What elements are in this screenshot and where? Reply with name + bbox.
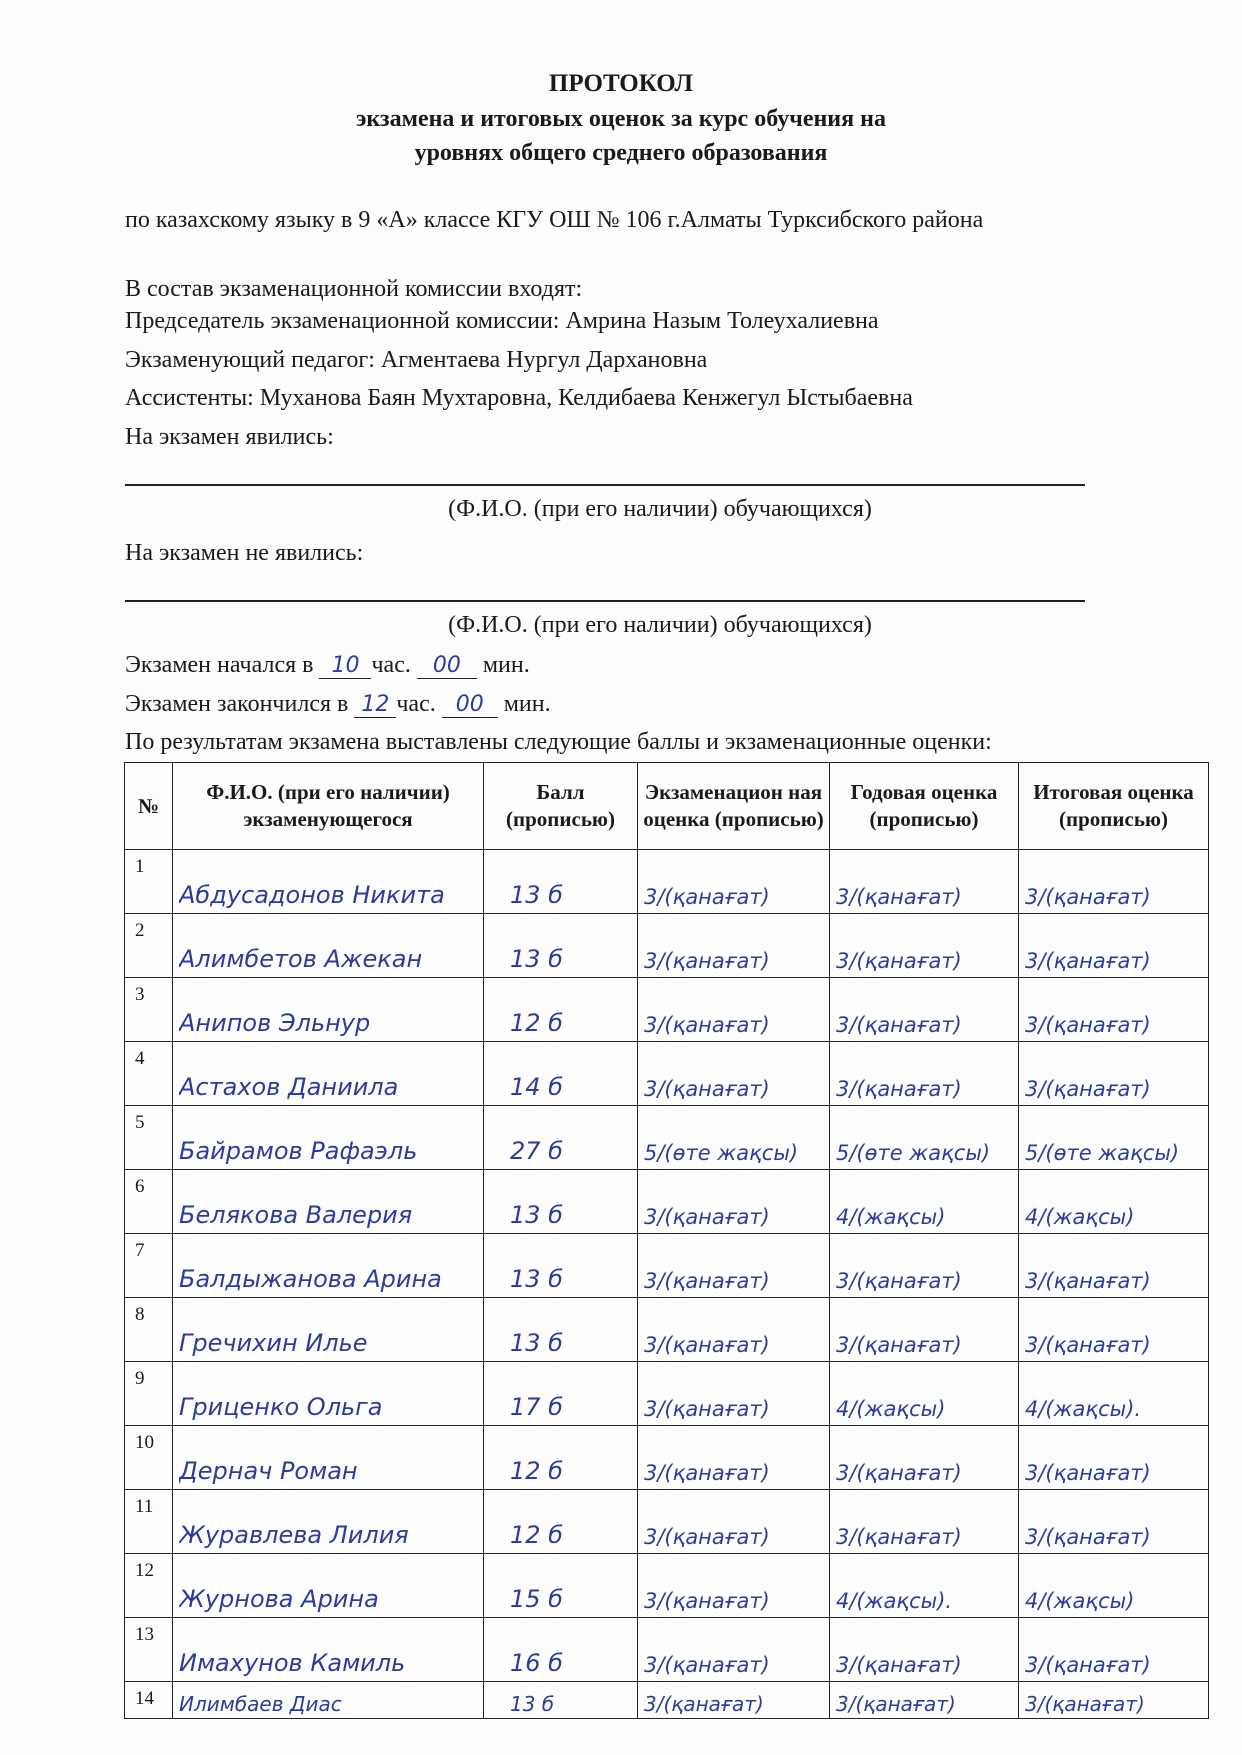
student-name: Алимбетов Ажекан xyxy=(179,945,423,973)
exam-grade: 3/(қанағат) xyxy=(644,1013,770,1037)
year-grade-cell xyxy=(830,978,1019,1042)
row-number-cell: 5 xyxy=(125,1106,173,1170)
student-name: Журавлева Лилия xyxy=(179,1521,409,1549)
final-grade-cell xyxy=(1019,1490,1209,1554)
final-grade: 3/(қанағат) xyxy=(1025,1013,1151,1037)
present-caption: (Ф.И.О. (при его наличии) обучающихся) xyxy=(448,496,872,522)
student-name-cell xyxy=(173,1554,484,1618)
student-name-cell xyxy=(173,850,484,914)
exam-start-prefix: Экзамен начался в xyxy=(125,652,314,678)
exam-end-hour: 12 xyxy=(354,692,396,718)
exam-grade-cell xyxy=(638,1618,830,1682)
student-score-cell xyxy=(484,1682,638,1719)
student-score: 12 б xyxy=(510,1009,563,1037)
exam-grade: 3/(қанағат) xyxy=(644,1397,770,1421)
table-row xyxy=(125,1362,1209,1426)
table-header-row xyxy=(125,763,1209,850)
student-name: Астахов Даниила xyxy=(179,1073,399,1101)
exam-end-prefix: Экзамен закончился в xyxy=(125,691,349,717)
year-grade-cell xyxy=(830,1170,1019,1234)
absent-caption: (Ф.И.О. (при его наличии) обучающихся) xyxy=(448,612,872,638)
year-grade: 4/(жақсы) xyxy=(836,1397,946,1421)
student-name: Белякова Валерия xyxy=(179,1201,413,1229)
row-number-cell: 4 xyxy=(125,1042,173,1106)
hour-label: час. xyxy=(371,652,411,678)
year-grade: 3/(қанағат) xyxy=(836,1333,962,1357)
student-score: 13 б xyxy=(510,881,563,909)
present-label: На экзамен явились: xyxy=(125,424,334,450)
student-name-cell xyxy=(173,1618,484,1682)
student-name-cell xyxy=(173,1234,484,1298)
row-number-cell: 10 xyxy=(125,1426,173,1490)
final-grade: 3/(қанағат) xyxy=(1025,885,1151,909)
exam-grade: 3/(қанағат) xyxy=(644,1333,770,1357)
exam-grade-cell xyxy=(638,1234,830,1298)
student-score-cell xyxy=(484,1170,638,1234)
year-grade-cell xyxy=(830,1490,1019,1554)
header-year-grade: Годовая оценка (прописью) xyxy=(830,763,1019,850)
table-row xyxy=(125,1682,1209,1719)
student-name: Дернач Роман xyxy=(179,1457,358,1485)
final-grade-cell xyxy=(1019,1298,1209,1362)
student-score-cell xyxy=(484,1298,638,1362)
year-grade: 3/(қанағат) xyxy=(836,1013,962,1037)
student-score-cell xyxy=(484,1554,638,1618)
student-score: 12 б xyxy=(510,1521,563,1549)
table-row xyxy=(125,1298,1209,1362)
table-row xyxy=(125,914,1209,978)
student-name: Анипов Эльнур xyxy=(179,1009,371,1037)
year-grade-cell xyxy=(830,1426,1019,1490)
table-row xyxy=(125,978,1209,1042)
exam-grade: 3/(қанағат) xyxy=(644,949,770,973)
final-grade-cell xyxy=(1019,1042,1209,1106)
year-grade: 3/(қанағат) xyxy=(836,1525,962,1549)
exam-start-line xyxy=(125,652,530,679)
student-name-cell xyxy=(173,914,484,978)
final-grade: 3/(қанағат) xyxy=(1025,1077,1151,1101)
student-name: Илимбаев Диас xyxy=(179,1692,342,1716)
absent-label: На экзамен не явились: xyxy=(125,540,364,566)
exam-end-minute: 00 xyxy=(442,692,498,718)
header-final-grade: Итоговая оценка (прописью) xyxy=(1019,763,1209,850)
student-name-cell xyxy=(173,1362,484,1426)
year-grade: 3/(қанағат) xyxy=(836,1077,962,1101)
commission-examiner: Экзаменующий педагог: Агментаева Нургул Дархановна xyxy=(125,347,708,373)
exam-grade-cell xyxy=(638,1362,830,1426)
document-subtitle-1: экзамена и итоговых оценок за курс обучения на xyxy=(356,106,886,132)
final-grade: 5/(өте жақсы) xyxy=(1025,1141,1180,1165)
commission-assistants: Ассистенты: Муханова Баян Мухтаровна, Келдибаева Кенжегул Ыстыбаевна xyxy=(125,385,913,411)
final-grade-cell xyxy=(1019,1554,1209,1618)
year-grade-cell xyxy=(830,1234,1019,1298)
exam-start-hour: 10 xyxy=(319,653,371,679)
final-grade: 3/(қанағат) xyxy=(1025,1333,1151,1357)
student-score: 13 б xyxy=(510,1692,555,1716)
exam-grade: 3/(қанағат) xyxy=(644,885,770,909)
student-name: Абдусадонов Никита xyxy=(179,881,445,909)
student-name-cell xyxy=(173,1106,484,1170)
exam-grade-cell xyxy=(638,1298,830,1362)
final-grade: 3/(қанағат) xyxy=(1025,1692,1145,1716)
table-row xyxy=(125,1042,1209,1106)
exam-grade-cell xyxy=(638,850,830,914)
student-name: Балдыжанова Арина xyxy=(179,1265,442,1293)
table-row xyxy=(125,1618,1209,1682)
final-grade-cell xyxy=(1019,1362,1209,1426)
results-intro: По результатам экзамена выставлены следующие баллы и экзаменационные оценки: xyxy=(125,729,992,755)
student-name-cell xyxy=(173,1042,484,1106)
student-name-cell xyxy=(173,1490,484,1554)
exam-grade-cell xyxy=(638,978,830,1042)
final-grade-cell xyxy=(1019,1106,1209,1170)
year-grade-cell xyxy=(830,1042,1019,1106)
final-grade: 4/(жақсы). xyxy=(1025,1397,1142,1421)
student-score: 12 б xyxy=(510,1457,563,1485)
final-grade-cell xyxy=(1019,1170,1209,1234)
final-grade-cell xyxy=(1019,978,1209,1042)
row-number-cell: 3 xyxy=(125,978,173,1042)
row-number-cell: 9 xyxy=(125,1362,173,1426)
student-score-cell xyxy=(484,1106,638,1170)
exam-grade: 3/(қанағат) xyxy=(644,1692,764,1716)
exam-grade-cell xyxy=(638,1554,830,1618)
year-grade-cell xyxy=(830,1298,1019,1362)
exam-end-line xyxy=(125,691,551,718)
year-grade-cell xyxy=(830,1682,1019,1719)
row-number-cell: 7 xyxy=(125,1234,173,1298)
results-table xyxy=(124,762,1209,1719)
student-name-cell xyxy=(173,978,484,1042)
absent-students-line xyxy=(125,600,1085,602)
exam-grade-cell xyxy=(638,1170,830,1234)
table-row xyxy=(125,1426,1209,1490)
exam-grade: 3/(қанағат) xyxy=(644,1269,770,1293)
final-grade: 3/(қанағат) xyxy=(1025,1525,1151,1549)
year-grade: 5/(өте жақсы) xyxy=(836,1141,991,1165)
student-score-cell xyxy=(484,1490,638,1554)
year-grade: 3/(қанағат) xyxy=(836,949,962,973)
student-score-cell xyxy=(484,1618,638,1682)
table-row xyxy=(125,1170,1209,1234)
exam-grade-cell xyxy=(638,1106,830,1170)
final-grade: 3/(қанағат) xyxy=(1025,1653,1151,1677)
minute-label: мин. xyxy=(482,652,530,678)
student-name: Имахунов Камиль xyxy=(179,1649,406,1677)
final-grade: 4/(жақсы) xyxy=(1025,1589,1135,1613)
commission-intro: В состав экзаменационной комиссии входят: xyxy=(125,276,583,302)
exam-grade: 5/(өте жақсы) xyxy=(644,1141,799,1165)
present-students-line xyxy=(125,484,1085,486)
row-number-cell: 1 xyxy=(125,850,173,914)
final-grade: 4/(жақсы) xyxy=(1025,1205,1135,1229)
exam-grade-cell xyxy=(638,1490,830,1554)
student-score-cell xyxy=(484,1234,638,1298)
row-number-cell: 14 xyxy=(125,1682,173,1719)
final-grade: 3/(қанағат) xyxy=(1025,1269,1151,1293)
student-name-cell xyxy=(173,1426,484,1490)
table-row xyxy=(125,1234,1209,1298)
final-grade-cell xyxy=(1019,1234,1209,1298)
student-score: 16 б xyxy=(510,1649,563,1677)
student-name: Гриценко Ольга xyxy=(179,1393,383,1421)
exam-grade: 3/(қанағат) xyxy=(644,1205,770,1229)
row-number-cell: 12 xyxy=(125,1554,173,1618)
year-grade-cell xyxy=(830,1362,1019,1426)
year-grade-cell xyxy=(830,1106,1019,1170)
subject-line: по казахскому языку в 9 «А» классе КГУ ОШ № 106 г.Алматы Турксибского района xyxy=(125,207,984,233)
table-row xyxy=(125,1106,1209,1170)
student-score-cell xyxy=(484,1362,638,1426)
document-title: ПРОТОКОЛ xyxy=(548,70,694,97)
student-score: 13 б xyxy=(510,1329,563,1357)
student-score: 17 б xyxy=(510,1393,563,1421)
year-grade: 3/(қанағат) xyxy=(836,1461,962,1485)
student-name-cell xyxy=(173,1170,484,1234)
row-number-cell: 11 xyxy=(125,1490,173,1554)
document-subtitle-2: уровнях общего среднего образования xyxy=(414,140,828,166)
year-grade: 3/(қанағат) xyxy=(836,1692,956,1716)
student-score: 27 б xyxy=(510,1137,563,1165)
row-number-cell: 13 xyxy=(125,1618,173,1682)
final-grade-cell xyxy=(1019,1618,1209,1682)
year-grade: 3/(қанағат) xyxy=(836,1653,962,1677)
student-score: 13 б xyxy=(510,1265,563,1293)
year-grade: 3/(қанағат) xyxy=(836,1269,962,1293)
student-score-cell xyxy=(484,914,638,978)
student-name-cell xyxy=(173,1298,484,1362)
exam-grade: 3/(қанағат) xyxy=(644,1525,770,1549)
row-number-cell: 2 xyxy=(125,914,173,978)
exam-grade: 3/(қанағат) xyxy=(644,1077,770,1101)
student-score: 13 б xyxy=(510,945,563,973)
student-score-cell xyxy=(484,850,638,914)
year-grade-cell xyxy=(830,914,1019,978)
final-grade-cell xyxy=(1019,1682,1209,1719)
exam-grade-cell xyxy=(638,1682,830,1719)
student-name: Байрамов Рафаэль xyxy=(179,1137,418,1165)
final-grade-cell xyxy=(1019,850,1209,914)
exam-grade-cell xyxy=(638,1042,830,1106)
minute-label: мин. xyxy=(503,691,551,717)
table-row xyxy=(125,1554,1209,1618)
exam-grade: 3/(қанағат) xyxy=(644,1461,770,1485)
final-grade: 3/(қанағат) xyxy=(1025,949,1151,973)
final-grade-cell xyxy=(1019,914,1209,978)
table-row xyxy=(125,850,1209,914)
year-grade-cell xyxy=(830,850,1019,914)
row-number-cell: 6 xyxy=(125,1170,173,1234)
final-grade-cell xyxy=(1019,1426,1209,1490)
student-score: 15 б xyxy=(510,1585,563,1613)
year-grade-cell xyxy=(830,1618,1019,1682)
header-score: Балл (прописью) xyxy=(484,763,638,850)
year-grade: 4/(жақсы) xyxy=(836,1205,946,1229)
final-grade: 3/(қанағат) xyxy=(1025,1461,1151,1485)
header-exam-grade: Экзаменацион ная оценка (прописью) xyxy=(638,763,830,850)
table-row xyxy=(125,1490,1209,1554)
student-score-cell xyxy=(484,1426,638,1490)
row-number-cell: 8 xyxy=(125,1298,173,1362)
student-score: 14 б xyxy=(510,1073,563,1101)
exam-grade: 3/(қанағат) xyxy=(644,1589,770,1613)
header-number: № xyxy=(125,763,173,850)
student-score: 13 б xyxy=(510,1201,563,1229)
hour-label: час. xyxy=(396,691,436,717)
exam-grade: 3/(қанағат) xyxy=(644,1653,770,1677)
exam-grade-cell xyxy=(638,1426,830,1490)
year-grade-cell xyxy=(830,1554,1019,1618)
student-score-cell xyxy=(484,978,638,1042)
commission-chair: Председатель экзаменационной комиссии: Амрина Назым Толеухалиевна xyxy=(125,308,879,334)
student-name: Журнова Арина xyxy=(179,1585,379,1613)
student-name: Гречихин Илье xyxy=(179,1329,368,1357)
student-name-cell xyxy=(173,1682,484,1719)
header-name: Ф.И.О. (при его наличии) экзаменующегося xyxy=(173,763,484,850)
year-grade: 4/(жақсы). xyxy=(836,1589,953,1613)
exam-start-minute: 00 xyxy=(417,653,477,679)
exam-grade-cell xyxy=(638,914,830,978)
student-score-cell xyxy=(484,1042,638,1106)
year-grade: 3/(қанағат) xyxy=(836,885,962,909)
